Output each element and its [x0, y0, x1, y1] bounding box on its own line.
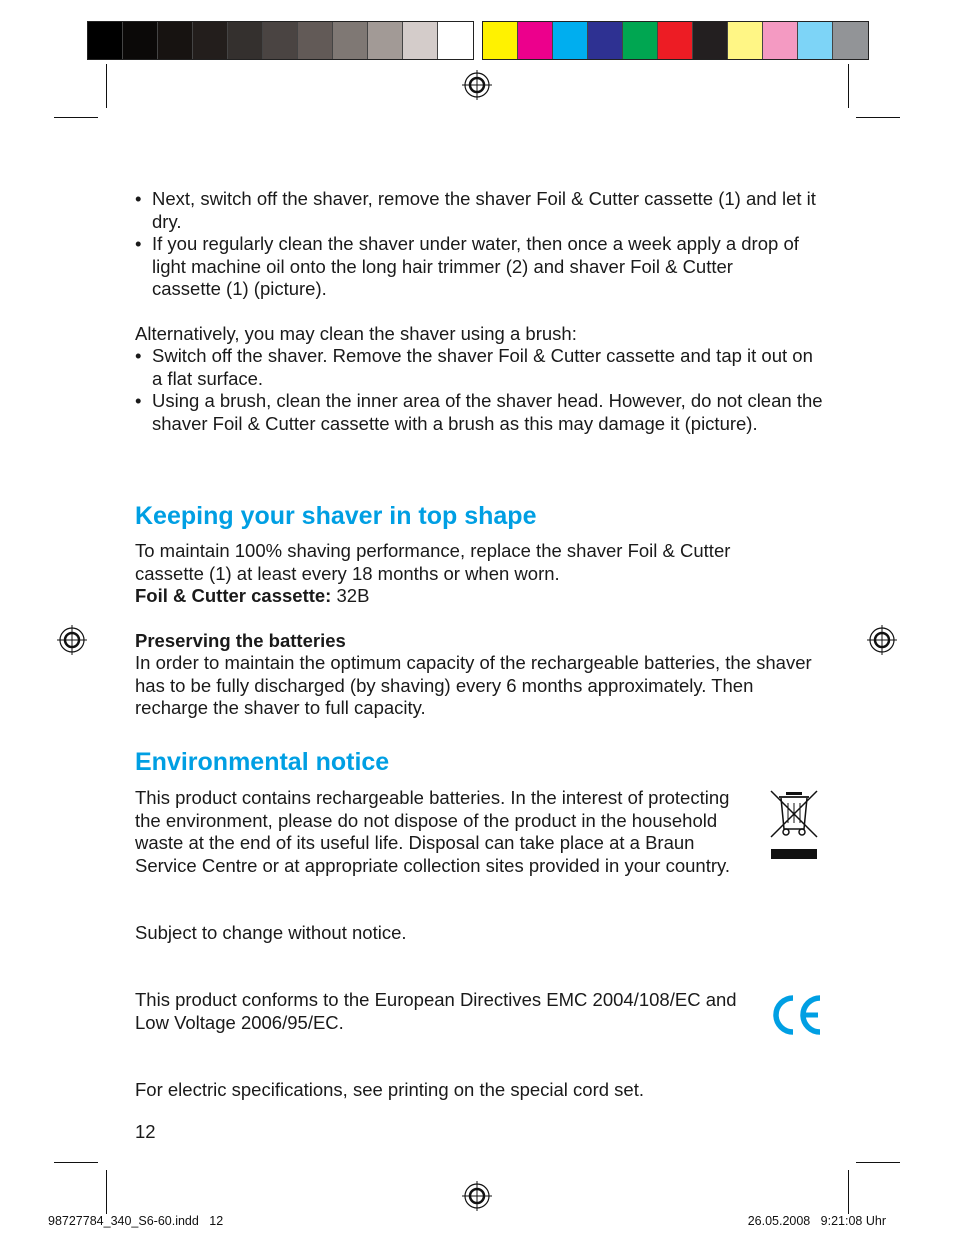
- bullet-text: If you regularly clean the shaver under water, then once a week apply a drop of light machine oil onto the long hair trimmer (2) and shaver Foil & Cutter cassette (1) (picture).: [152, 233, 799, 299]
- list-item: [135, 345, 815, 390]
- bullet-text: Switch off the shaver. Remove the shaver Foil & Cutter cassette and tap it out on a flat surface.: [152, 345, 813, 389]
- color-swatch: [403, 22, 438, 59]
- crop-mark: [54, 1162, 98, 1163]
- batteries-heading: Preserving the batteries: [135, 630, 346, 651]
- crop-mark: [106, 1170, 107, 1214]
- color-swatch: [658, 22, 693, 59]
- section-heading-top-shape: Keeping your shaver in top shape: [135, 502, 537, 530]
- color-swatch: [588, 22, 623, 59]
- registration-mark-icon: [462, 70, 492, 100]
- color-swatch: [193, 22, 228, 59]
- foil-label: Foil & Cutter cassette:: [135, 585, 332, 606]
- crop-mark: [856, 1162, 900, 1163]
- color-swatch: [158, 22, 193, 59]
- registration-mark-icon: [462, 1181, 492, 1211]
- crop-mark: [848, 1170, 849, 1214]
- color-swatch: [123, 22, 158, 59]
- bullet-icon: •: [135, 390, 142, 411]
- batteries-text: In order to maintain the optimum capacity of the rechargeable batteries, the shaver has to be fully discharged (by shaving) every 6 months approximately. Then recharge the shaver to full capacity.: [135, 652, 812, 718]
- list-item: [135, 188, 825, 233]
- bullet-text: Next, switch off the shaver, remove the shaver Foil & Cutter cassette (1) and let it dry.: [152, 188, 816, 232]
- environment-text: This product contains rechargeable batteries. In the interest of protecting the environment, please do not dispose of the product in the household waste at the end of its useful life. Disposal can take place at a Braun Service Centre or at appropriate collection sites provided in your country.: [135, 787, 731, 876]
- color-swatch: [763, 22, 798, 59]
- crop-mark: [54, 117, 98, 118]
- registration-mark-icon: [57, 625, 87, 655]
- foil-value: 32B: [331, 585, 370, 606]
- crop-mark: [106, 64, 107, 108]
- registration-mark-icon: [867, 625, 897, 655]
- process-color-bar: [482, 21, 869, 60]
- color-swatch: [518, 22, 553, 59]
- page-number: 12: [135, 1121, 156, 1142]
- section-heading-environment: Environmental notice: [135, 748, 390, 776]
- list-item: [135, 390, 825, 435]
- bullet-icon: •: [135, 188, 142, 209]
- crossed-out-bin-icon: [768, 789, 820, 861]
- maintain-text: To maintain 100% shaving performance, replace the shaver Foil & Cutter cassette (1) at least every 18 months or when worn.: [135, 540, 731, 584]
- color-swatch: [693, 22, 728, 59]
- color-swatch: [438, 22, 473, 59]
- color-swatch: [88, 22, 123, 59]
- color-swatch: [623, 22, 658, 59]
- subject-to-change: Subject to change without notice.: [135, 922, 407, 943]
- bullet-text: Using a brush, clean the inner area of the shaver head. However, do not clean the shaver Foil & Cutter cassette with a brush as this may damage it (picture).: [152, 390, 823, 434]
- color-swatch: [298, 22, 333, 59]
- foil-cassette-line: [135, 585, 825, 608]
- footer-timestamp: 26.05.2008 9:21:08 Uhr: [747, 1214, 886, 1228]
- color-swatch: [483, 22, 518, 59]
- color-swatch: [728, 22, 763, 59]
- bullet-icon: •: [135, 233, 142, 254]
- color-swatch: [263, 22, 298, 59]
- color-swatch: [798, 22, 833, 59]
- conformity-text: This product conforms to the European Directives EMC 2004/108/EC and Low Voltage 2006/95/EC.: [135, 989, 737, 1033]
- bullet-icon: •: [135, 345, 142, 366]
- footer-file-name: 98727784_340_S6-60.indd 12: [48, 1214, 224, 1228]
- color-swatch: [333, 22, 368, 59]
- color-swatch: [368, 22, 403, 59]
- color-swatch: [833, 22, 868, 59]
- brush-intro: Alternatively, you may clean the shaver using a brush:: [135, 323, 577, 344]
- ce-mark-icon: [768, 990, 822, 1040]
- crop-mark: [856, 117, 900, 118]
- color-swatch: [228, 22, 263, 59]
- grayscale-color-bar: [87, 21, 474, 60]
- color-swatch: [553, 22, 588, 59]
- list-item: [135, 233, 805, 301]
- crop-mark: [848, 64, 849, 108]
- electric-spec-text: For electric specifications, see printing on the special cord set.: [135, 1079, 644, 1100]
